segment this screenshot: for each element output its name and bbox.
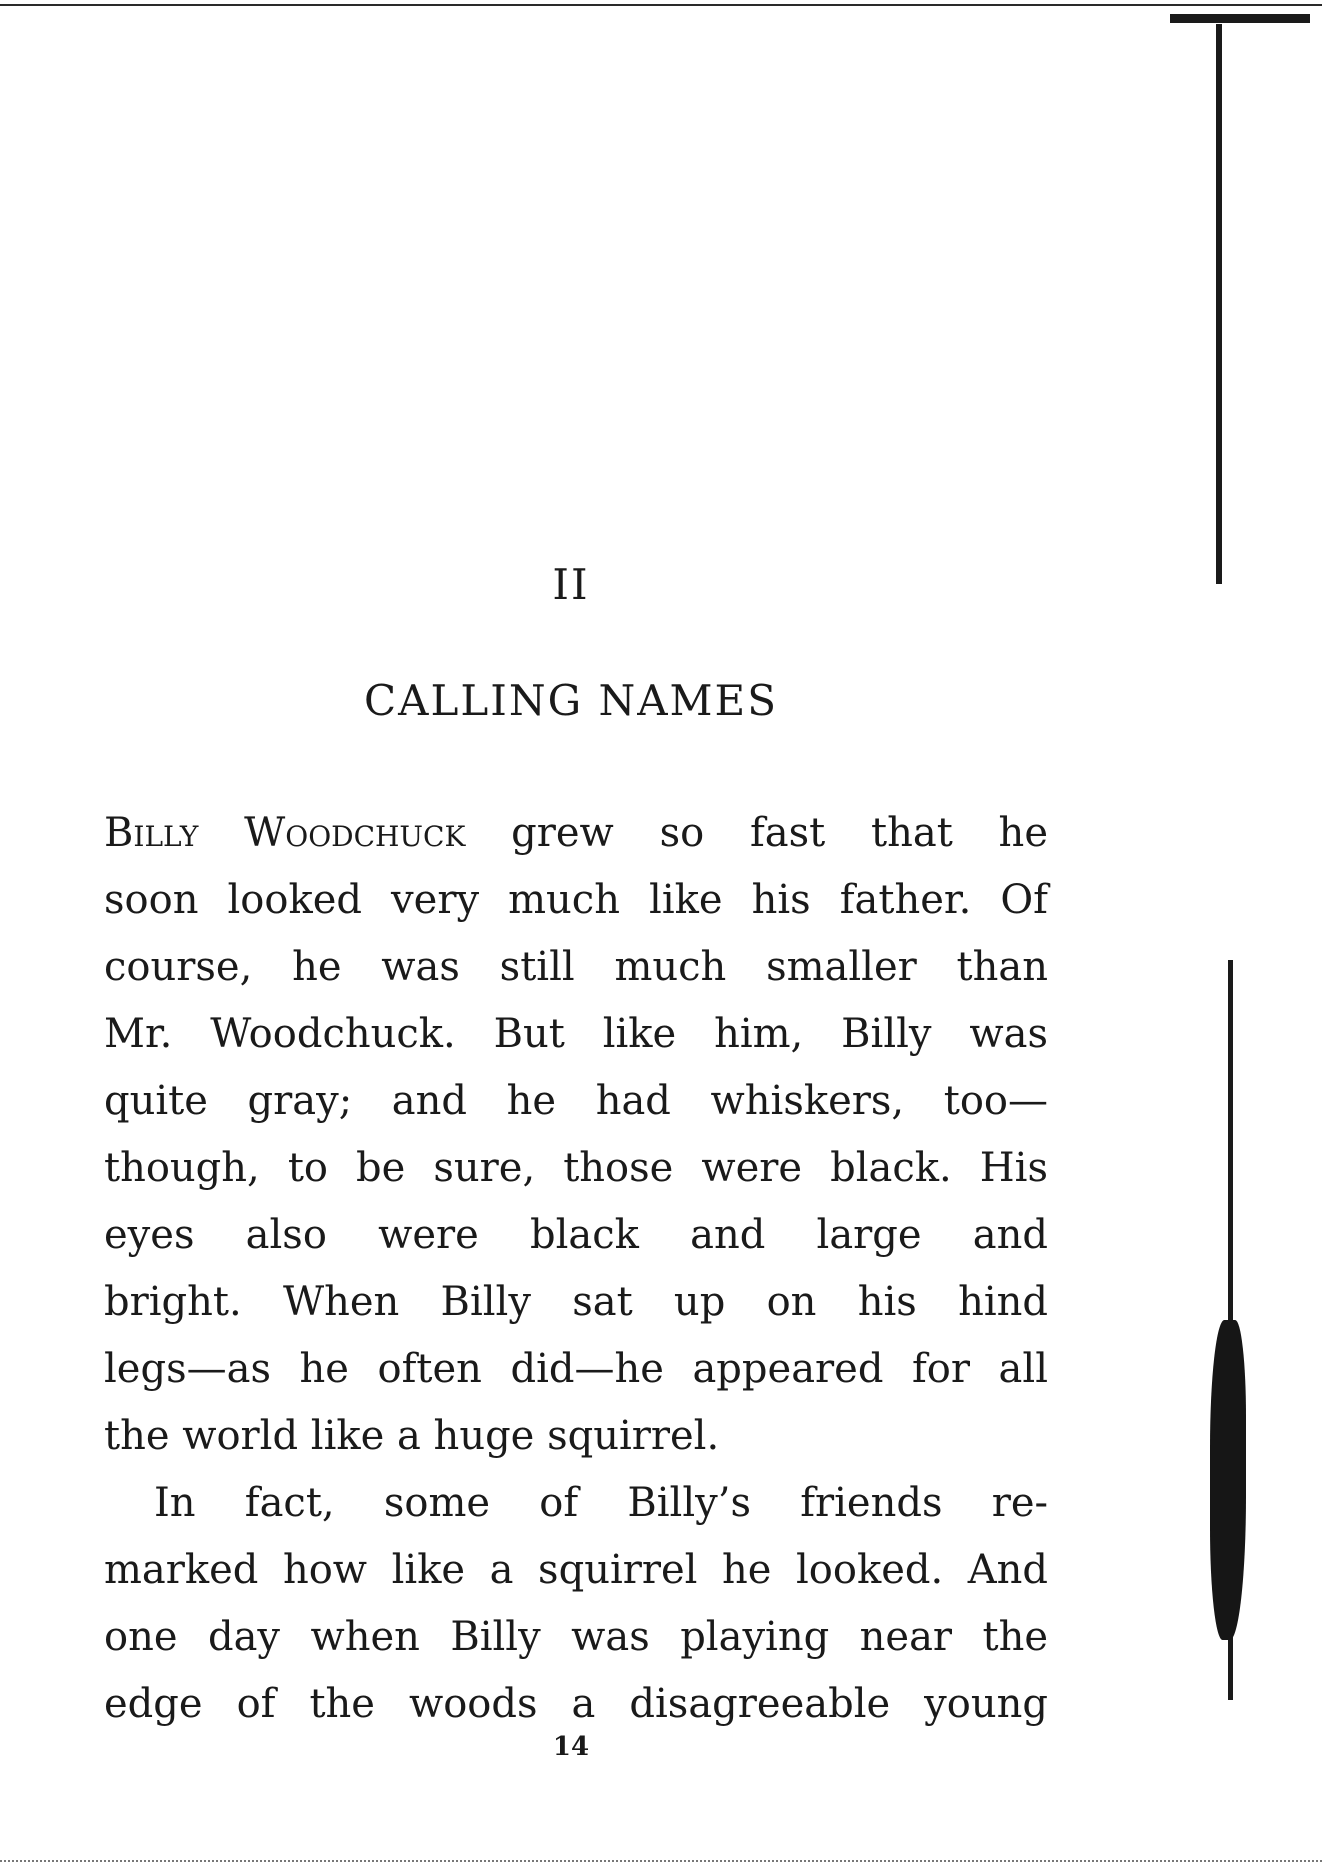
body-text	[104, 800, 1048, 1738]
text-line: one day when Billy was playing near the	[104, 1614, 1048, 1660]
text-line: In fact, some of Billy’s friends re-	[154, 1480, 1048, 1526]
scan-edge-mark	[1170, 14, 1310, 23]
text-line: marked how like a squirrel he looked. And	[104, 1547, 1048, 1593]
character-name: Billy Woodchuck	[104, 810, 466, 856]
spine-shadow	[1216, 24, 1222, 584]
text-line: course, he was still much smaller than	[104, 944, 1048, 990]
text-line: though, to be sure, those were black. His	[104, 1145, 1048, 1191]
scan-edge-top	[0, 4, 1322, 6]
text-line: bright. When Billy sat up on his hind	[104, 1279, 1048, 1325]
text-line: Billy Woodchuck grew so fast that he	[104, 810, 1048, 856]
text-line: legs—as he often did—he appeared for all	[104, 1346, 1048, 1392]
text-line: Mr. Woodchuck. But like him, Billy was	[104, 1011, 1048, 1057]
scan-edge-bottom	[0, 1860, 1322, 1863]
text-line: edge of the woods a disagreeable young	[104, 1681, 1048, 1727]
chapter-title: CALLING NAMES	[363, 676, 778, 725]
text-line: the world like a huge squirrel.	[104, 1413, 720, 1459]
page-number: 14	[552, 1732, 590, 1762]
text-line: quite gray; and he had whiskers, too—	[104, 1078, 1048, 1124]
spine-shadow-blot	[1210, 1320, 1246, 1640]
chapter-number: II	[552, 560, 590, 609]
text-line: soon looked very much like his father. Of	[104, 877, 1048, 923]
text-line: eyes also were black and large and	[104, 1212, 1048, 1258]
